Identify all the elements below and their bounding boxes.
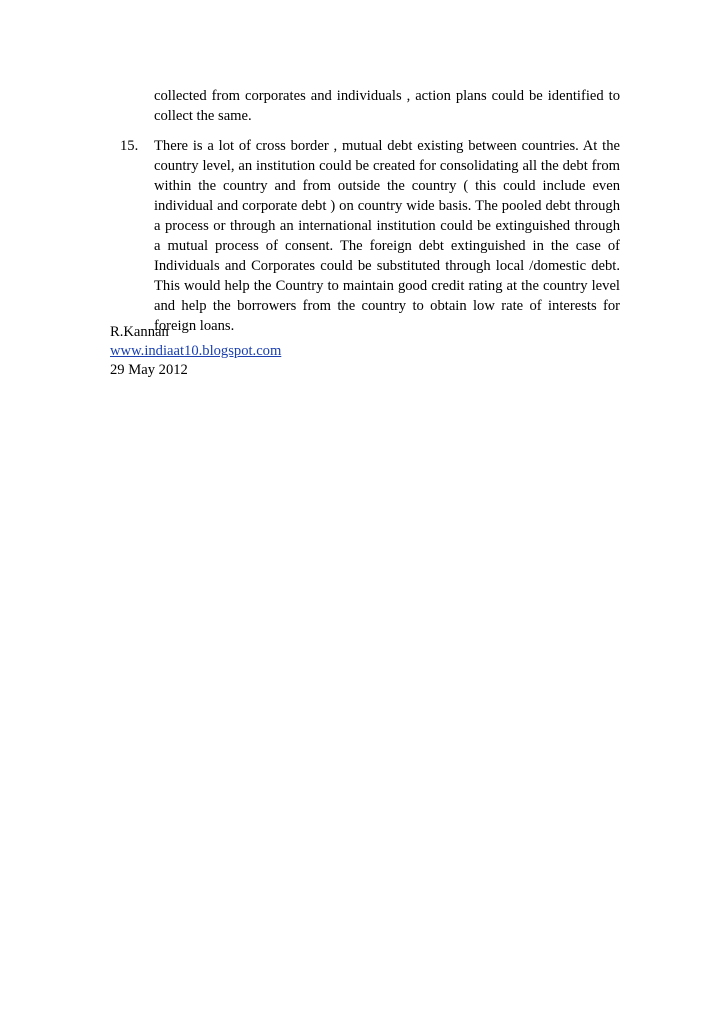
list-item-number: 15.	[120, 138, 139, 154]
list-item-text: There is a lot of cross border , mutual debt existing between countries. At the country level, an institution could be created for consolidating all the debt from within the country and from outside the country ( this could include even individual and corporate debt ) on country wide basis. The pooled debt through a process or through an international institution could be extinguished through a mutual process of consent. The foreign debt extinguished in the case of Individuals and Corporates could be substituted through local /domestic debt. This would help the Country to maintain good credit rating at the country level and help the borrowers from the country to obtain low rate of interests for foreign loans.	[154, 138, 620, 334]
signature-date: 29 May 2012	[110, 362, 188, 378]
signature-block	[110, 323, 281, 380]
website-link[interactable]: www.indiaat10.blogspot.com	[110, 343, 282, 359]
continuation-paragraph: collected from corporates and individuals , action plans could be identified to collect the same.	[154, 88, 620, 124]
numbered-list	[110, 86, 620, 336]
list-item	[110, 136, 620, 336]
author-name: R.Kannan	[110, 324, 169, 340]
